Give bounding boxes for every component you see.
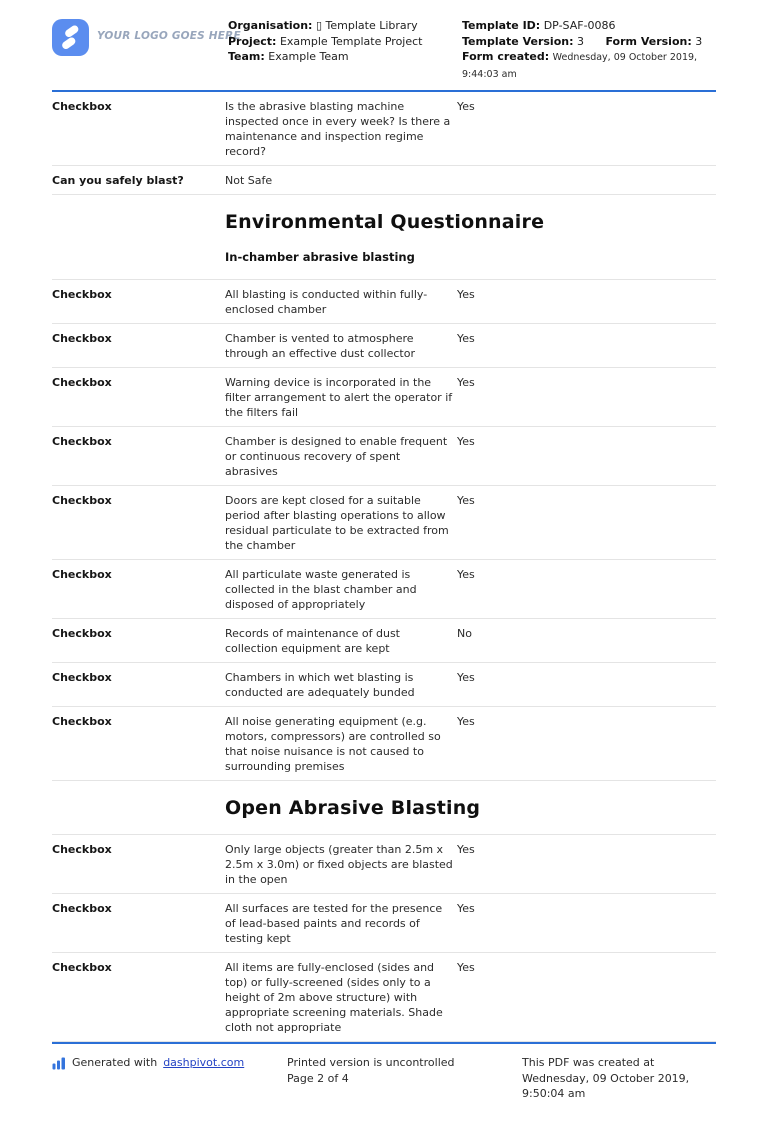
- row-question: Records of maintenance of dust collection equipment are kept: [225, 627, 400, 655]
- row-question: Is the abrasive blasting machine inspected once in every week? Is there a maintenance and inspection regime record?: [225, 100, 451, 158]
- generated-with-text: Generated with: [72, 1056, 158, 1069]
- row-answer: Yes: [457, 435, 475, 448]
- row-answer: Yes: [457, 332, 475, 345]
- row-question: All particulate waste generated is collected in the blast chamber and disposed of appropriately: [225, 568, 417, 611]
- form-version-label: Form Version:: [605, 34, 692, 48]
- row-answer: Yes: [457, 843, 475, 856]
- header-org-info: [228, 18, 462, 82]
- form-row: [52, 166, 716, 195]
- footer: [52, 1042, 716, 1102]
- row-label: Checkbox: [52, 435, 112, 448]
- row-label: Checkbox: [52, 843, 112, 856]
- form-row: [52, 92, 716, 166]
- footer-generated: [52, 1055, 287, 1071]
- form-row: [52, 486, 716, 560]
- form-row: [52, 324, 716, 368]
- form-version-value: 3: [695, 34, 703, 48]
- row-answer: Yes: [457, 715, 475, 728]
- row-answer: Yes: [457, 568, 475, 581]
- form-row: [52, 619, 716, 663]
- row-question: Not Safe: [225, 174, 273, 187]
- form-created-label: Form created:: [462, 50, 550, 63]
- page-number: Page 2 of 4: [287, 1071, 349, 1085]
- row-label: Checkbox: [52, 288, 112, 301]
- logo-glyph-icon: [52, 19, 89, 56]
- form-created-value: Wednesday, 09 October 2019, 9:44:03 am: [462, 52, 698, 80]
- row-answer: Yes: [457, 494, 475, 507]
- row-answer: Yes: [457, 671, 475, 684]
- project-label: Project:: [228, 34, 277, 48]
- row-label: Can you safely blast?: [52, 174, 184, 187]
- organisation-value: ▯ Template Library: [315, 19, 418, 32]
- logo: [52, 18, 241, 82]
- row-answer: Yes: [457, 288, 475, 301]
- row-label: Checkbox: [52, 568, 112, 581]
- row-answer: Yes: [457, 902, 475, 915]
- row-question: Chamber is designed to enable frequent or continuous recovery of spent abrasives: [225, 435, 448, 478]
- versions-line: [462, 34, 716, 50]
- row-question: All items are fully-enclosed (sides and top) or fully-screened (sides only to a height of 2m above structure) with appropriate screening materials. Shade cloth not appropriate: [225, 961, 443, 1034]
- row-label: Checkbox: [52, 961, 112, 974]
- form-row: [52, 894, 716, 953]
- section-heading: Open Abrasive Blasting: [225, 797, 481, 819]
- row-label: Checkbox: [52, 627, 112, 640]
- form-row: [52, 834, 716, 894]
- form-row: [52, 707, 716, 781]
- row-label: Checkbox: [52, 715, 112, 728]
- row-label: Checkbox: [52, 902, 112, 915]
- project-line: [228, 34, 462, 50]
- team-line: [228, 49, 462, 65]
- logo-placeholder-text: YOUR LOGO GOES HERE: [97, 30, 241, 42]
- row-question: All surfaces are tested for the presence of lead-based paints and records of testing kept: [225, 902, 443, 945]
- row-question: Chamber is vented to atmosphere through an effective dust collector: [225, 332, 415, 360]
- form-body: [52, 92, 716, 1042]
- form-row: [52, 427, 716, 486]
- header: [52, 0, 716, 92]
- form-created-line: [462, 49, 716, 82]
- template-id-value: DP-SAF-0086: [543, 19, 616, 32]
- team-value: Example Team: [268, 50, 349, 63]
- form-row: [52, 560, 716, 619]
- row-question: Warning device is incorporated in the filter arrangement to alert the operator if the filters fail: [225, 376, 453, 419]
- logo-icon: [52, 19, 89, 56]
- row-answer: Yes: [457, 376, 475, 389]
- form-row: [52, 663, 716, 707]
- printed-note: Printed version is uncontrolled: [287, 1056, 455, 1069]
- header-meta: [462, 18, 716, 82]
- form-row: [52, 953, 716, 1042]
- organisation-label: Organisation:: [228, 19, 313, 32]
- footer-print-info: [287, 1055, 522, 1102]
- row-answer: Yes: [457, 100, 475, 113]
- row-answer: No: [457, 627, 472, 640]
- template-version-label: Template Version:: [462, 34, 574, 48]
- row-question: Only large objects (greater than 2.5m x 2.5m x 3.0m) or fixed objects are blasted in the open: [225, 843, 453, 886]
- row-label: Checkbox: [52, 494, 112, 507]
- row-question: Doors are kept closed for a suitable period after blasting operations to allow residual particulate to be extracted from the chamber: [225, 494, 449, 552]
- form-row: [52, 279, 716, 324]
- organisation-line: [228, 18, 462, 34]
- row-answer: Yes: [457, 961, 475, 974]
- template-id-label: Template ID:: [462, 19, 541, 32]
- section-subheading: In-chamber abrasive blasting: [225, 250, 415, 264]
- row-question: All noise generating equipment (e.g. motors, compressors) are controlled so that noise nuisance is not caused to surrounding premises: [225, 715, 441, 773]
- row-question: Chambers in which wet blasting is conducted are adequately bunded: [225, 671, 415, 699]
- team-label: Team:: [228, 50, 265, 63]
- created-note: This PDF was created at Wednesday, 09 October 2019, 9:50:04 am: [522, 1056, 690, 1100]
- template-version-value: 3: [576, 34, 584, 48]
- row-question: All blasting is conducted within fully-enclosed chamber: [225, 288, 428, 316]
- project-value: Example Template Project: [279, 34, 423, 48]
- template-id-line: [462, 18, 716, 34]
- form-row: [52, 368, 716, 427]
- footer-block: [52, 1042, 716, 1122]
- row-label: Checkbox: [52, 671, 112, 684]
- row-answer: [457, 173, 716, 188]
- row-label: Checkbox: [52, 332, 112, 345]
- section-heading: Environmental Questionnaire: [225, 211, 545, 233]
- row-label: Checkbox: [52, 376, 112, 389]
- row-label: Checkbox: [52, 100, 112, 113]
- dashpivot-link[interactable]: dashpivot.com: [163, 1056, 245, 1069]
- chart-bars-icon: [52, 1056, 66, 1070]
